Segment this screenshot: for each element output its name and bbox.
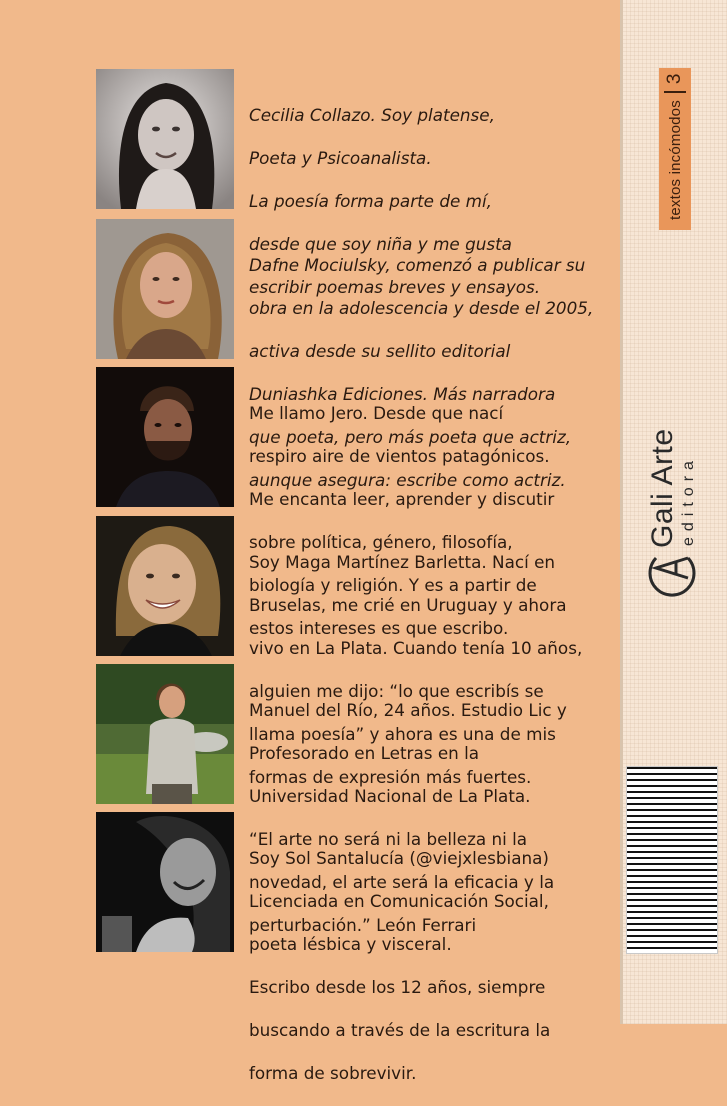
bio-line: Escribo desde los 12 años, siempre (249, 976, 546, 997)
bio-line: activa desde su sellito editorial (249, 340, 511, 361)
series-separator (664, 91, 686, 93)
bio-line: Bruselas, me crié en Uruguay y ahora (249, 594, 567, 615)
series-label-box (659, 68, 691, 230)
bio-line: Profesorado en Letras en la (249, 742, 480, 763)
bio-line: formas de expresión más fuertes. (249, 766, 532, 787)
bio-line: aunque asegura: escribe como actriz. (249, 469, 566, 490)
bio-line: forma de sobrevivir. (249, 1062, 417, 1083)
bio-line: que poeta, pero más poeta que actriz, (249, 426, 572, 447)
bio-line: Manuel del Río, 24 años. Estudio Lic y (249, 699, 567, 720)
bio-line: Cecilia Collazo. Soy platense, (249, 104, 495, 125)
bio-line: Me llamo Jero. Desde que nací (249, 402, 504, 423)
bio-line: Licenciada en Comunicación Social, (249, 890, 549, 911)
bio-line: Dafne Mociulsky, comenzó a publicar su (249, 254, 586, 275)
bio-line: Me encanta leer, aprender y discutir (249, 488, 555, 509)
bio-line: perturbación.” León Ferrari (249, 914, 477, 935)
author-photo-3 (96, 367, 234, 507)
author-photo-5 (96, 664, 234, 804)
bio-line: Soy Sol Santalucía (@viejxlesbiana) (249, 847, 549, 868)
author-photo-2 (96, 219, 234, 359)
series-label (659, 68, 691, 230)
bio-line: sobre política, género, filosofía, (249, 531, 513, 552)
bio-line: respiro aire de vientos patagónicos. (249, 445, 550, 466)
bio-line: Duniashka Ediciones. Más narradora (249, 383, 556, 404)
bio-line: vivo en La Plata. Cuando tenía 10 años, (249, 637, 583, 658)
publisher-name: Gali Arte (646, 428, 679, 548)
bio-line: Poeta y Psicoanalista. (249, 147, 432, 168)
publisher-logo (640, 400, 720, 610)
bio-line: biología y religión. Y es a partir de (249, 574, 537, 595)
author-photo-4 (96, 516, 234, 656)
ga-logo-icon (646, 550, 698, 606)
bio-line: alguien me dijo: “lo que escribís se (249, 680, 544, 701)
author-photo-6 (96, 812, 234, 952)
bio-line: Universidad Nacional de La Plata. (249, 785, 531, 806)
bio-line: llama poesía” y ahora es una de mis (249, 723, 556, 744)
bio-line: Soy Maga Martínez Barletta. Nací en (249, 551, 556, 572)
author-photo-1 (96, 69, 234, 209)
bio-line: estos intereses es que escribo. (249, 617, 509, 638)
barcode-icon (626, 766, 718, 954)
bio-line: poeta lésbica y visceral. (249, 933, 452, 954)
bio-line: novedad, el arte será la eficacia y la (249, 871, 555, 892)
bio-line: buscando a través de la escritura la (249, 1019, 551, 1040)
bio-line: escribir poemas breves y ensayos. (249, 276, 541, 297)
publisher-text (646, 348, 716, 548)
bio-line: desde que soy niña y me gusta (249, 233, 512, 254)
spine-edge (620, 0, 623, 1024)
series-number: 3 (664, 73, 685, 85)
bio-line: “El arte no será ni la belleza ni la (249, 828, 528, 849)
bio-line: La poesía forma parte de mí, (249, 190, 493, 211)
author-bio-6 (249, 826, 609, 1106)
series-title: textos incómodos (666, 100, 684, 220)
bio-line: obra en la adolescencia y desde el 2005, (249, 297, 594, 318)
publisher-subtitle: editora (680, 455, 697, 546)
